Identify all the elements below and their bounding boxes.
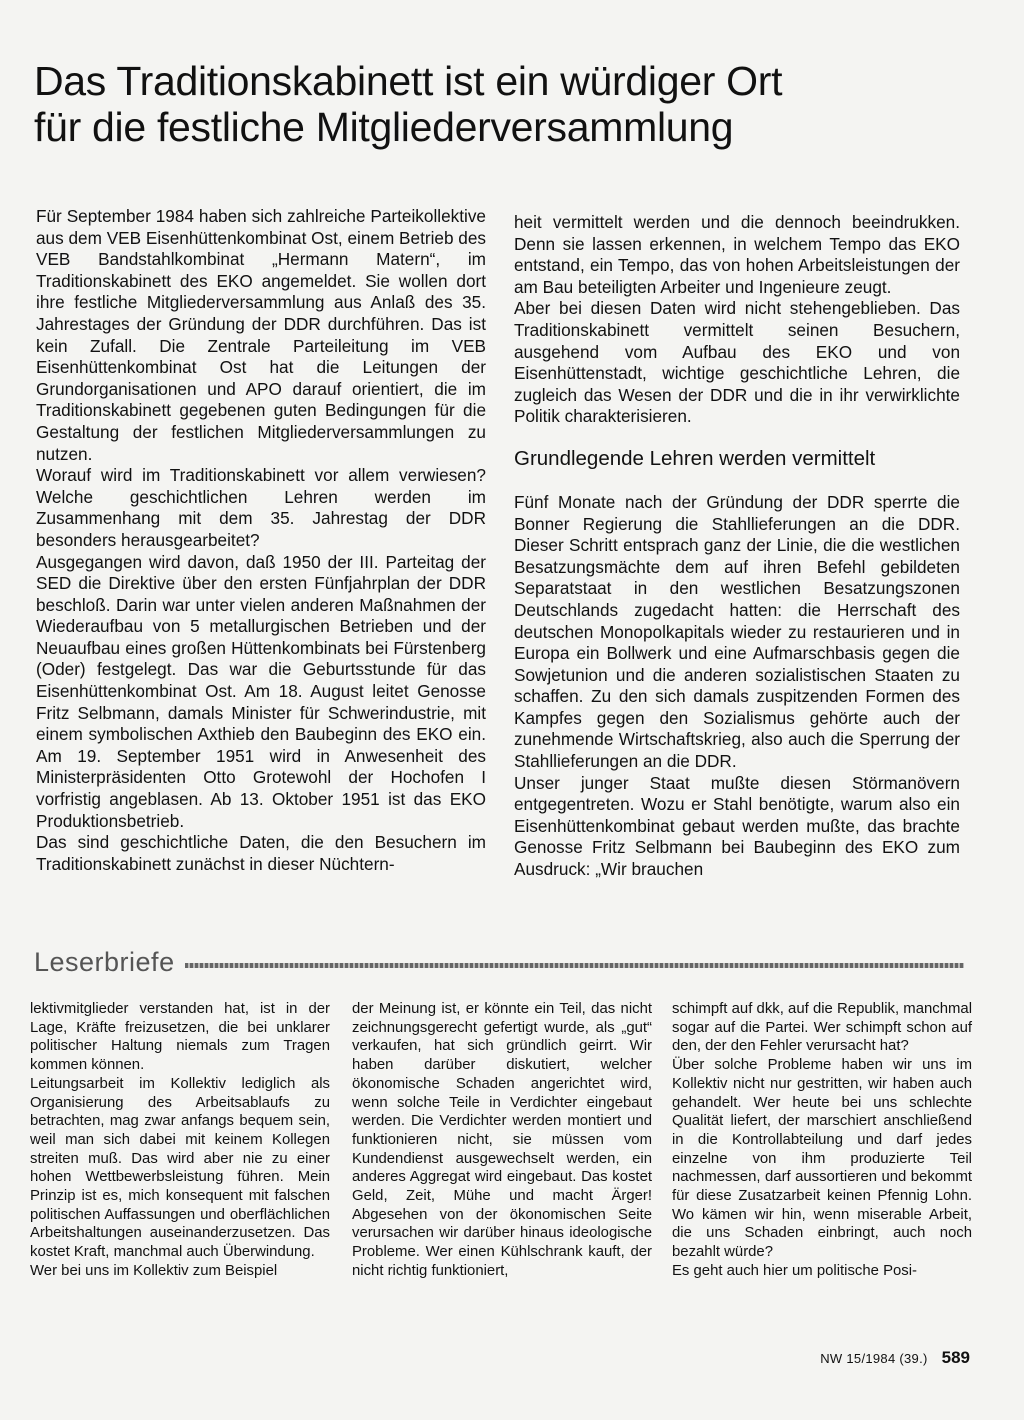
article-column-left <box>36 206 486 875</box>
article-paragraph: Ausgegangen wird davon, daß 1950 der III. Parteitag der SED die Direktive über den ersten Fünfjahrplan der DDR beschloß. Darin war unter vielen anderen Maßnahmen der Wiederaufbau von 5 metallurgischen Betrieben und der Neuaufbau eines großen Hüttenkombinats bei Fürstenberg (Oder) festgelegt. Das war die Geburtsstunde für das Eisenhüttenkombinat Ost. Am 18. August leitet Genosse Fritz Selbmann, damals Minister für Schwerindustrie, mit einem symbolischen Axthieb den Baubeginn des EKO ein. Am 19. September 1951 wird in Anwesenheit des Ministerpräsidenten Otto Grotewohl der Hochofen I vorfristig angeblasen. Ab 13. Oktober 1951 ist das EKO Produktionsbetrieb. <box>36 551 486 831</box>
page-footer <box>800 1348 970 1376</box>
article-title-line-2: für die festliche Mitgliederversammlung <box>34 104 734 150</box>
letters-column-2 <box>352 1000 652 1281</box>
article-paragraph: Aber bei diesen Daten wird nicht stehengeblieben. Das Traditionskabinett vermittelt seinen Besuchern, ausgehend vom Aufbau des EKO und von Eisenhüttenstadt, wichtige geschichtliche Lehren, die zugleich das Wesen der DDR und die in ihr verwirklichte Politik charakterisieren. <box>514 298 960 427</box>
article-paragraph: Unser junger Staat mußte diesen Störmanövern entgegentreten. Wozu er Stahl benötigte, warum also ein Eisenhüttenkombinat gebaut werden mußte, das brachte Genosse Fritz Selbmann bei Baubeginn des EKO zum Ausdruck: „Wir brauchen <box>514 772 960 880</box>
article-title-line-1: Das Traditionskabinett ist ein würdiger Ort <box>34 58 783 104</box>
journal-issue: NW 15/1984 (39.) <box>820 1351 928 1366</box>
letter-paragraph: Es geht auch hier um politische Posi- <box>672 1262 917 1279</box>
letter-paragraph: der Meinung ist, er könnte ein Teil, das nicht zeichnungsgerecht gefertigt wurde, als „gut“ verkaufen, hat sich gründlich geirrt. Wir haben darüber diskutiert, welcher ökonomische Schaden angerichtet wird, wenn solche Teile in Verdichter eingebaut werden. Die Verdichter werden montiert und funktionieren nicht, sie müssen vom Kundendienst ausgewechselt werden, ein anderes Aggregat wird eingebaut. Das kostet Geld, Zeit, Mühe und macht Ärger! Abgesehen von der ökonomischen Seite verursachen wir darüber hinaus ideologische Probleme. Wer einen Kühlschrank kauft, der nicht richtig funktioniert, <box>352 1001 652 1279</box>
letters-section-title: Leserbriefe <box>34 946 175 977</box>
letter-paragraph: Leitungsarbeit im Kollektiv lediglich als Organisierung des Arbeitsablaufs zu betrachten, mag zwar anfangs bequem sein, weil man sich dabei mit keinem Kollegen streiten muß. Das wird aber nie zu einer hohen Wettbewerbsleistung führen. Mein Prinzip ist es, mich konsequent mit falschen politischen Auffassungen und oberflächlichen Arbeitshaltungen auseinanderzusetzen. Das kostet Kraft, manchmal auch Überwindung. <box>30 1075 330 1261</box>
article-title <box>34 58 994 150</box>
page-number: 589 <box>941 1348 970 1367</box>
article-paragraph: heit vermittelt werden und die dennoch beeindrukken. Denn sie lassen erkennen, in welchem Tempo das EKO entstand, ein Tempo, das von hohen Arbeitsleistungen der am Bau beteiligten Arbeiter und Ingenieure zeugt. <box>514 212 960 297</box>
article-paragraph: Fünf Monate nach der Gründung der DDR sperrte die Bonner Regierung die Stahllieferungen an die DDR. Dieser Schritt entsprach ganz der Linie, die die westlichen Besatzungsmächte dem auf ihren Befehl gebildeten Separatstaat in den westlichen Besatzungszonen Deutschlands zugedacht hatten: die Herrschaft des deutschen Monopolkapitals wieder zu restaurieren und in Europa ein Bollwerk und eine Aufmarschbasis gegen die Sowjetunion und die anderen sozialistischen Staaten zu schaffen. Zu den sich damals zuspitzenden Formen des Kampfes gegen den Sozialismus gehörte auch der zunehmende Wirtschaftskrieg, also auch die Sperrung der Stahllieferungen an die DDR. <box>514 491 960 772</box>
section-divider <box>185 963 964 968</box>
article-paragraph: Worauf wird im Traditionskabinett vor allem verwiesen? Welche geschichtlichen Lehren werden im Zusammenhang mit dem 35. Jahrestag der DDR besonders herausgearbeitet? <box>36 465 486 550</box>
letter-paragraph: schimpft auf dkk, auf die Republik, manchmal sogar auf die Partei. Wer schimpft schon auf den, der den Fehler verursacht hat? <box>672 1001 972 1055</box>
letter-paragraph: Über solche Probleme haben wir uns im Kollektiv nicht nur gestritten, wir haben auch gehandelt. Wer heute bei uns schlechte Qualität liefert, der marschiert anschließend in die Kontrollabteilung und darf jedes einzelne von ihm produzierte Teil nachmessen, darf aussortieren und bekommt für diese Zusatzarbeit keinen Pfennig Lohn. Wo kämen wir hin, wenn miserable Arbeit, die uns Schaden einbringt, auch noch bezahlt würde? <box>672 1057 972 1261</box>
article-column-right <box>514 212 960 881</box>
letters-column-1 <box>30 1000 330 1281</box>
letters-column-3 <box>672 1000 972 1281</box>
article-paragraph: Das sind geschichtliche Daten, die den Besuchern im Traditionskabinett zunächst in dieser Nüchtern- <box>36 832 486 874</box>
letters-section-header <box>34 944 964 980</box>
article-paragraph: Für September 1984 haben sich zahlreiche Parteikollektive aus dem VEB Eisenhüttenkombinat Ost, einem Betrieb des VEB Bandstahlkombinat „Hermann Matern“, im Traditionskabinett des EKO angemeldet. Sie wollen dort ihre festliche Mitgliederversammlung aus Anlaß des 35. Jahrestages der Gründung der DDR durchführen. Das ist kein Zufall. Die Zentrale Parteileitung im VEB Eisenhüttenkombinat Ost hat die Leitungen der Grundorganisationen und APO darauf orientiert, die im Traditionskabinett gegebenen guten Bedingungen für die Gestaltung der festlichen Mitgliederversammlungen zu nutzen. <box>36 206 486 464</box>
letter-paragraph: Wer bei uns im Kollektiv zum Beispiel <box>30 1262 278 1279</box>
article-subheading: Grundlegende Lehren werden vermittelt <box>514 446 876 470</box>
letter-paragraph: lektivmitglieder verstanden hat, ist in der Lage, Kräfte freizusetzen, die bei unklarer politischer Haltung niemals zum Tragen kommen können. <box>30 1001 330 1074</box>
